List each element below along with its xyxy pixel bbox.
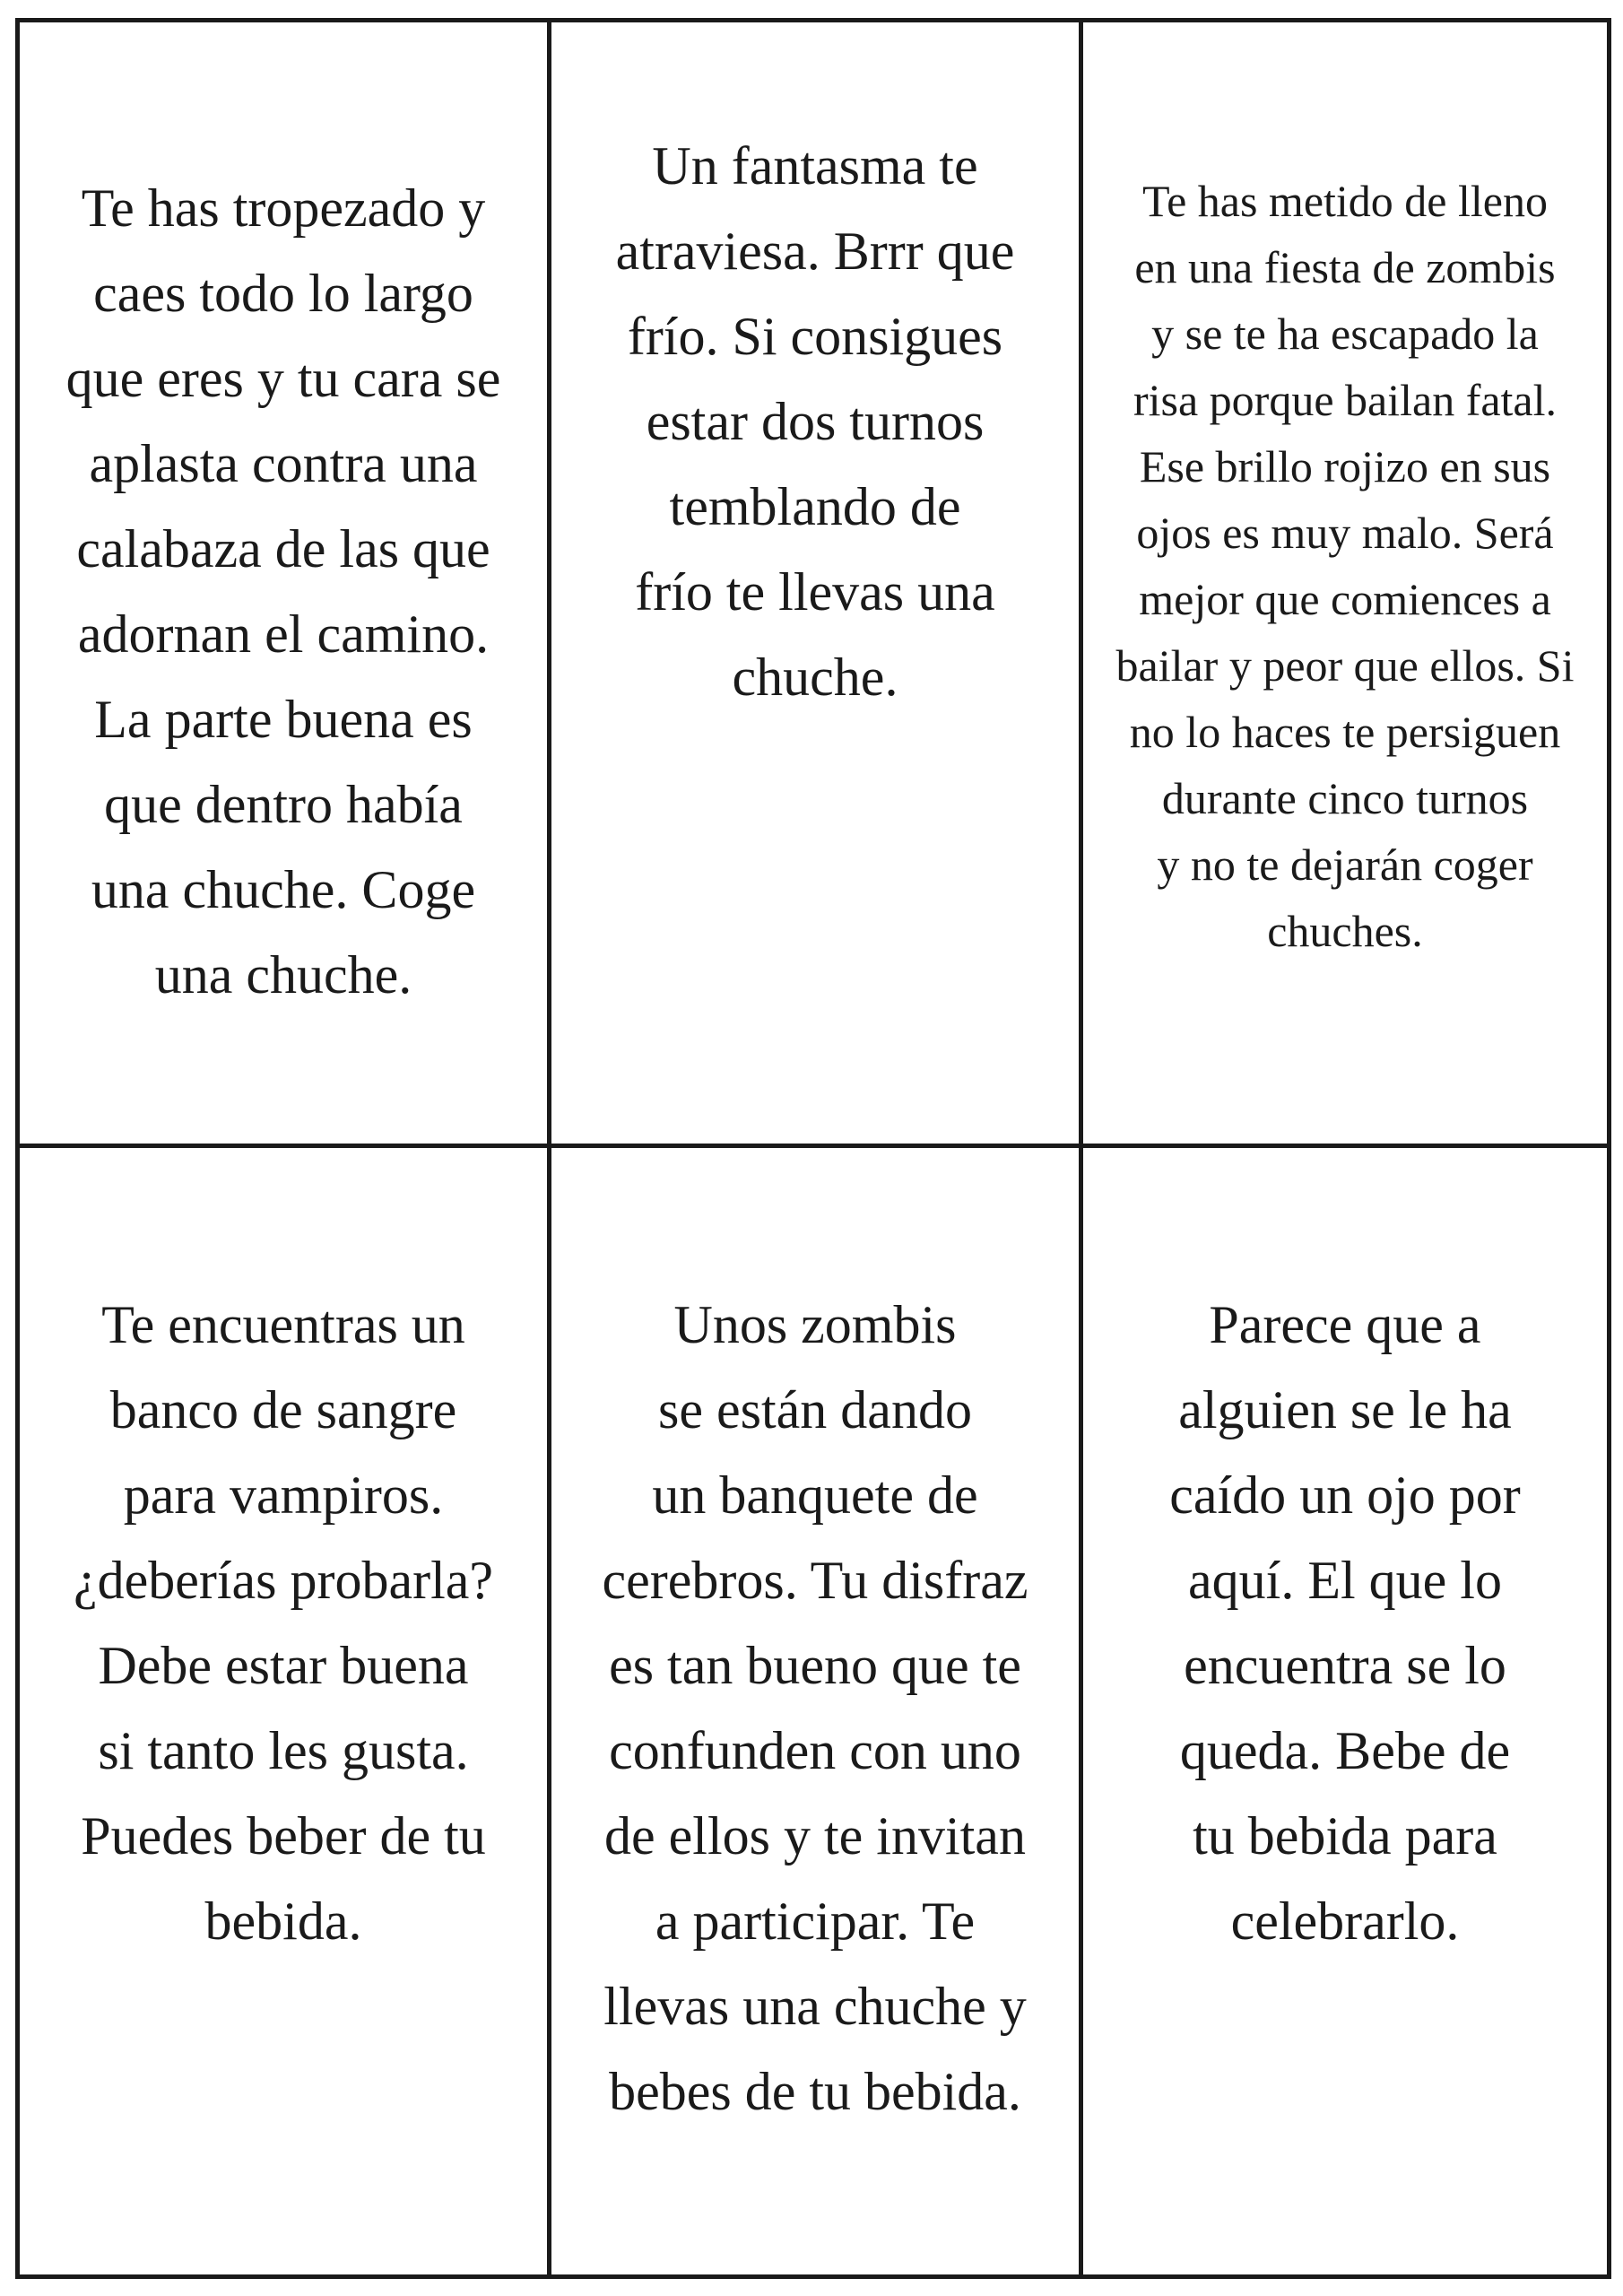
card-sheet (15, 18, 1611, 2279)
card-line: risa porque bailan fatal. (1133, 375, 1558, 425)
card-text (1083, 1283, 1607, 1964)
card-line: Unos zombis (673, 1295, 957, 1354)
card-lost-eye (1083, 1148, 1607, 2274)
card-blood-bank (20, 1148, 551, 2274)
card-line: es tan bueno que te (609, 1636, 1021, 1695)
card-line: y no te dejarán coger (1157, 839, 1533, 890)
card-text (20, 1283, 547, 1964)
card-line: de ellos y te invitan (604, 1806, 1026, 1866)
card-zombie-party (1083, 22, 1607, 1148)
card-line: durante cinco turnos (1161, 773, 1529, 823)
card-line: bebes de tu bebida. (609, 2062, 1021, 2121)
card-line: caído un ojo por (1169, 1465, 1521, 1525)
card-line: una chuche. (154, 945, 412, 1004)
card-line: se están dando (658, 1380, 972, 1439)
card-line: estar dos turnos (646, 392, 985, 451)
card-text (1083, 168, 1607, 964)
card-line: adornan el camino. (77, 604, 490, 664)
card-text (20, 166, 547, 1018)
card-line: chuche. (732, 648, 898, 707)
card-line: a participar. Te (655, 1892, 976, 1951)
card-line: mejor que comiences a (1139, 574, 1551, 624)
card-line: banco de sangre (109, 1380, 457, 1439)
card-line: una chuche. Coge (91, 860, 476, 919)
card-zombie-banquet (551, 1148, 1083, 2274)
card-line: aquí. El que lo (1188, 1551, 1502, 1610)
card-line: llevas una chuche y (603, 1977, 1027, 2036)
card-line: Te has tropezado y (81, 178, 486, 238)
card-line: tu bebida para (1193, 1806, 1497, 1866)
card-line: bailar y peor que ellos. Si (1115, 640, 1575, 691)
card-line: ojos es muy malo. Será (1136, 508, 1554, 558)
card-line: no lo haces te persiguen (1129, 707, 1561, 757)
card-line: Ese brillo rojizo en sus (1139, 441, 1551, 491)
card-line: La parte buena es (94, 690, 473, 749)
card-line: cerebros. Tu disfraz (602, 1551, 1028, 1610)
card-line: caes todo lo largo (93, 264, 473, 323)
card-line: celebrarlo. (1230, 1892, 1460, 1951)
card-line: aplasta contra una (89, 434, 478, 493)
card-line: encuentra se lo (1184, 1636, 1506, 1695)
card-line: temblando de (669, 477, 961, 536)
card-line: Puedes beber de tu (81, 1806, 486, 1866)
card-line: si tanto les gusta. (98, 1721, 469, 1780)
card-line: frío te llevas una (635, 562, 995, 622)
card-pumpkin-trip (20, 22, 551, 1148)
card-line: calabaza de las que (76, 519, 490, 578)
card-line: Te encuentras un (101, 1295, 465, 1354)
card-line: Debe estar buena (98, 1636, 469, 1695)
card-line: que dentro había (104, 775, 463, 834)
card-line: ¿deberías probarla? (73, 1551, 494, 1610)
card-line: que eres y tu cara se (65, 349, 501, 408)
card-line: frío. Si consigues (627, 307, 1003, 366)
card-line: un banquete de (652, 1465, 978, 1525)
card-line: en una fiesta de zombis (1134, 242, 1556, 292)
card-line: alguien se le ha (1178, 1380, 1512, 1439)
card-line: bebida. (204, 1892, 362, 1951)
card-ghost (551, 22, 1083, 1148)
card-line: para vampiros. (123, 1465, 444, 1525)
card-line: confunden con uno (609, 1721, 1021, 1780)
card-line: atraviesa. Brrr que (615, 222, 1015, 281)
card-line: y se te ha escapado la (1151, 309, 1539, 359)
card-line: chuches. (1267, 906, 1423, 956)
card-line: Te has metido de lleno (1142, 176, 1548, 226)
card-line: Parece que a (1209, 1295, 1481, 1354)
card-line: queda. Bebe de (1179, 1721, 1511, 1780)
card-text (551, 124, 1079, 720)
card-text (551, 1283, 1079, 2135)
card-line: Un fantasma te (652, 136, 978, 196)
